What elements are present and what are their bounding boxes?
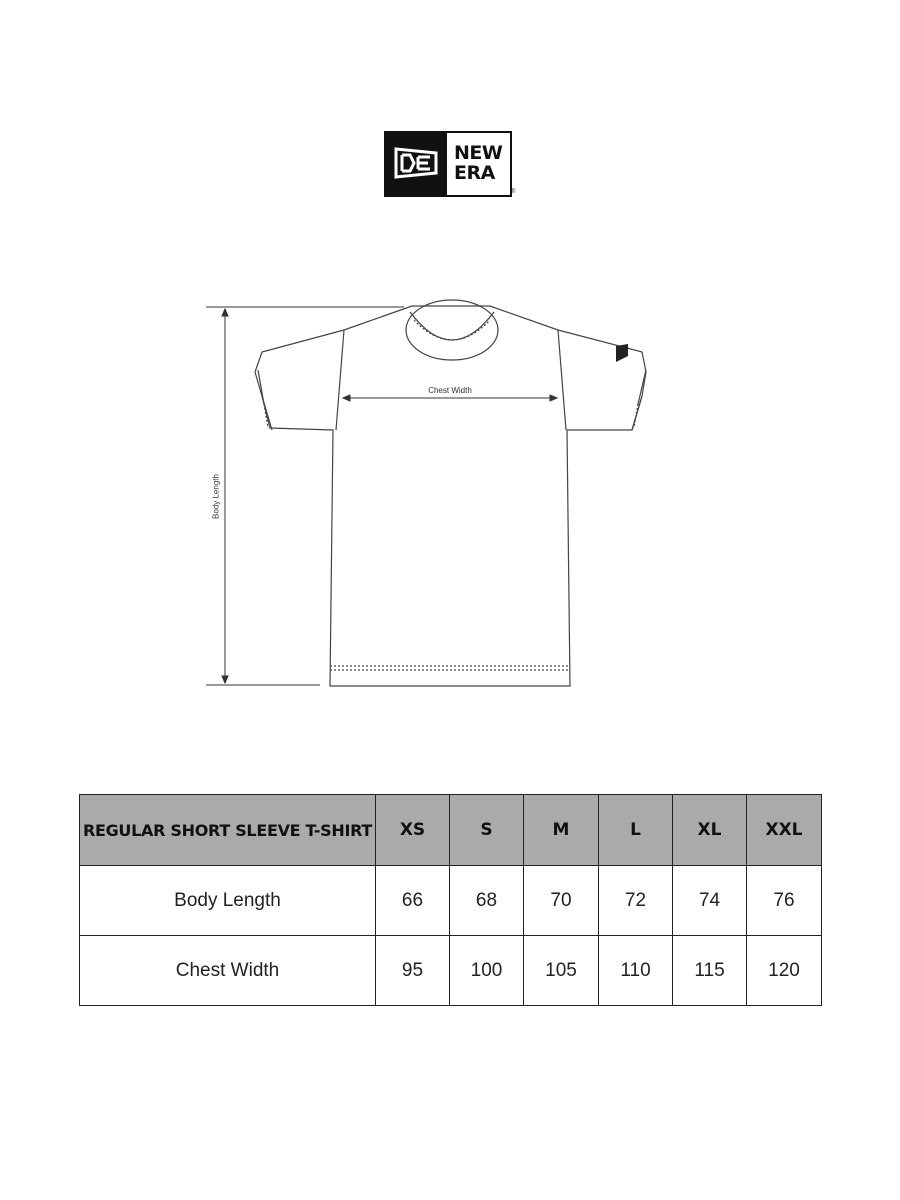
row-label-body-length: Body Length [80, 866, 376, 936]
logo-word-new: NEW [454, 142, 503, 164]
registered-mark: ® [511, 189, 516, 195]
table-cell: 74 [673, 866, 747, 936]
table-cell: 72 [599, 866, 673, 936]
sleeve-flag-icon [616, 344, 628, 362]
table-cell: 120 [747, 936, 822, 1006]
table-cell: 68 [450, 866, 524, 936]
body-length-label: Body Length [211, 474, 221, 519]
table-cell: 66 [376, 866, 450, 936]
size-header-s: S [450, 795, 524, 866]
table-title: REGULAR SHORT SLEEVE T-SHIRT [80, 795, 376, 866]
shirt-outline [255, 306, 646, 686]
size-header-l: L [599, 795, 673, 866]
size-chart-table [79, 794, 822, 1006]
table-cell: 115 [673, 936, 747, 1006]
logo-word-era: ERA [454, 162, 495, 184]
table-cell: 95 [376, 936, 450, 1006]
table-cell: 105 [524, 936, 599, 1006]
table-row [80, 866, 822, 936]
chest-width-label: Chest Width [428, 386, 472, 395]
table-cell: 110 [599, 936, 673, 1006]
table-row [80, 936, 822, 1006]
row-label-chest-width: Chest Width [80, 936, 376, 1006]
size-header-xl: XL [673, 795, 747, 866]
size-header-m: M [524, 795, 599, 866]
table-header-row [80, 795, 822, 866]
size-header-xs: XS [376, 795, 450, 866]
table-cell: 100 [450, 936, 524, 1006]
table-cell: 70 [524, 866, 599, 936]
table-cell: 76 [747, 866, 822, 936]
size-header-xxl: XXL [747, 795, 822, 866]
